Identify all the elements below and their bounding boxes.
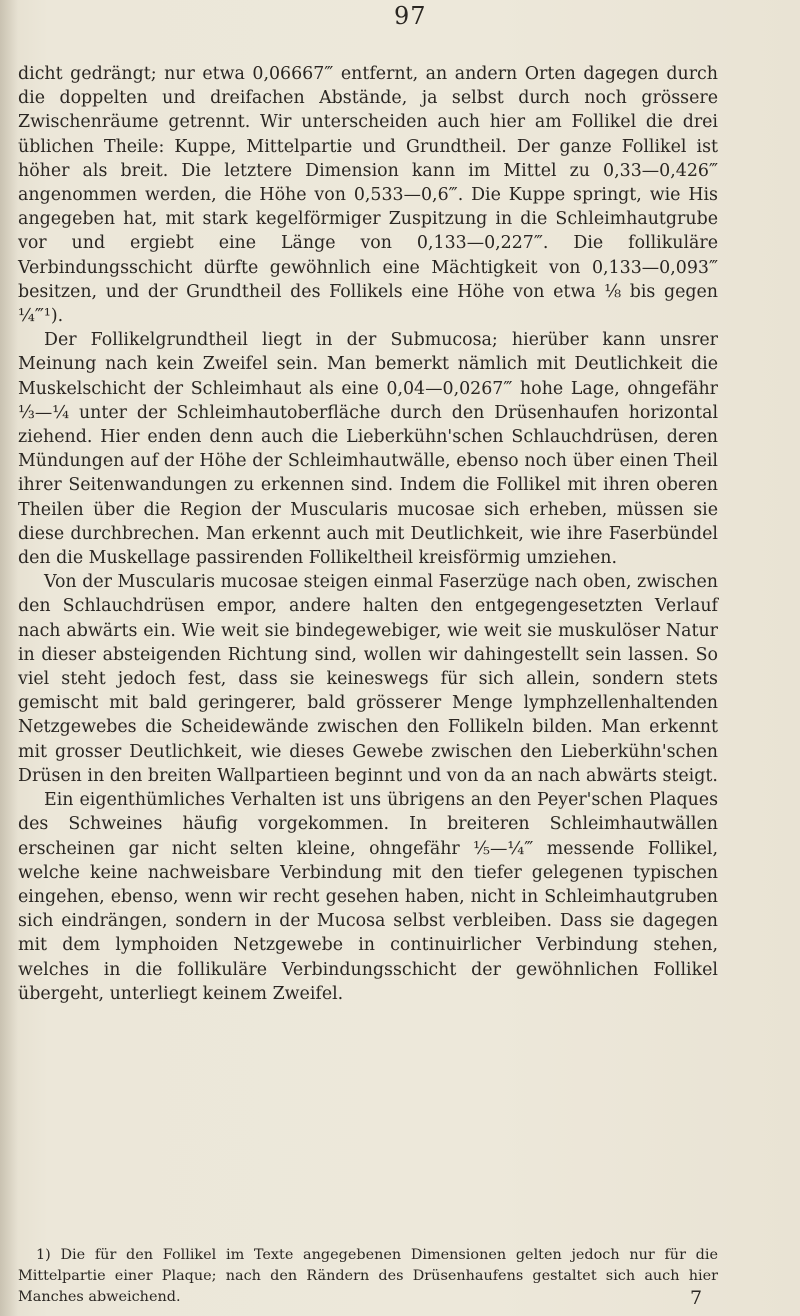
paragraph-2: Der Follikelgrundtheil liegt in der Submucosa; hierüber kann unsrer Meinung nach kein Zweifel sein. Man bemerkt nämlich mit Deutlichkeit die Muskelschicht der Schleimhaut als eine 0,04—0,0267‴ hohe Lage, ohngefähr ⅓—¼ unter der Schleimhautoberfläche durch den Drüsenhaufen horizontal ziehend. Hier enden denn auch die Lieberkühn'schen Schlauchdrüsen, deren Mündungen auf der Höhe der Schleimhautwälle, ebenso noch über einen Theil ihrer Seitenwandungen zu erkennen sind. Indem die Follikel mit ihren oberen Theilen über die Region der Muscularis mucosae sich erheben, müssen sie diese durchbrechen. Man erkennt auch mit Deutlichkeit, wie ihre Faserbündel den die Muskellage passirenden Follikeltheil kreisförmig umziehen. — [18, 330, 718, 569]
body-text — [18, 62, 718, 1006]
paragraph-1: dicht gedrängt; nur etwa 0,06667‴ entfernt, an andern Orten dagegen durch die doppelten und dreifachen Abstände, ja selbst durch noch grössere Zwischenräume getrennt. Wir unterscheiden auch hier am Follikel die drei üblichen Theile: Kuppe, Mittelpartie und Grundtheil. Der ganze Follikel ist höher als breit. Die letztere Dimension kann im Mittel zu 0,33—0,426‴ angenommen werden, die Höhe von 0,533—0,6‴. Die Kuppe springt, wie His angegeben hat, mit stark kegelförmiger Zuspitzung in die Schleimhautgrube vor und ergiebt eine Länge von 0,133—0,227‴. Die follikuläre Verbindungsschicht dürfte gewöhnlich eine Mächtigkeit von 0,133—0,093‴ besitzen, und der Grundtheil des Follikels eine Höhe von etwa ⅛ bis gegen ¼‴¹). — [18, 64, 718, 327]
page-number: 97 — [394, 2, 427, 30]
paragraph-3: Von der Muscularis mucosae steigen einmal Faserzüge nach oben, zwischen den Schlauchdrüsen empor, andere halten den entgegengesetzten Verlauf nach abwärts ein. Wie weit sie bindegewebiger, wie weit sie muskulöser Natur in dieser absteigenden Richtung sind, wollen wir dahingestellt sein lassen. So viel steht jedoch fest, dass sie keineswegs für sich allein, sondern stets gemischt mit bald geringerer, bald grösserer Menge lymphzellenhaltenden Netzgewebes die Scheidewände zwischen den Follikeln bilden. Man erkennt mit grosser Deutlichkeit, wie dieses Gewebe zwischen den Lieberkühn'schen Drüsen in den breiten Wallpartieen beginnt und von da an nach abwärts steigt. — [18, 572, 718, 786]
paragraph-4: Ein eigenthümliches Verhalten ist uns übrigens an den Peyer'schen Plaques des Schweines häufig vorgekommen. In breiteren Schleimhautwällen erscheinen gar nicht selten kleine, ohngefähr ⅕—¼‴ messende Follikel, welche keine nachweisbare Verbindung mit den tiefer gelegenen typischen eingehen, ebenso, wenn wir recht gesehen haben, nicht in Schleimhautgruben sich eindrängen, sondern in der Mucosa selbst verbleiben. Dass sie dagegen mit dem lymphoiden Netzgewebe in continuirlicher Verbindung stehen, welches in die follikuläre Verbindungsschicht der gewöhnlichen Follikel übergeht, unterliegt keinem Zweifel. — [18, 790, 718, 1004]
footnote-1: 1) Die für den Follikel im Texte angegebenen Dimensionen gelten jedoch nur für die Mittelpartie einer Plaque; nach den Rändern des Drüsenhaufens gestaltet sich auch hier Manches abweichend. — [18, 1247, 718, 1305]
gutter-shadow — [0, 0, 18, 1316]
signature-mark: 7 — [690, 1287, 703, 1309]
footnotes — [18, 1245, 718, 1308]
